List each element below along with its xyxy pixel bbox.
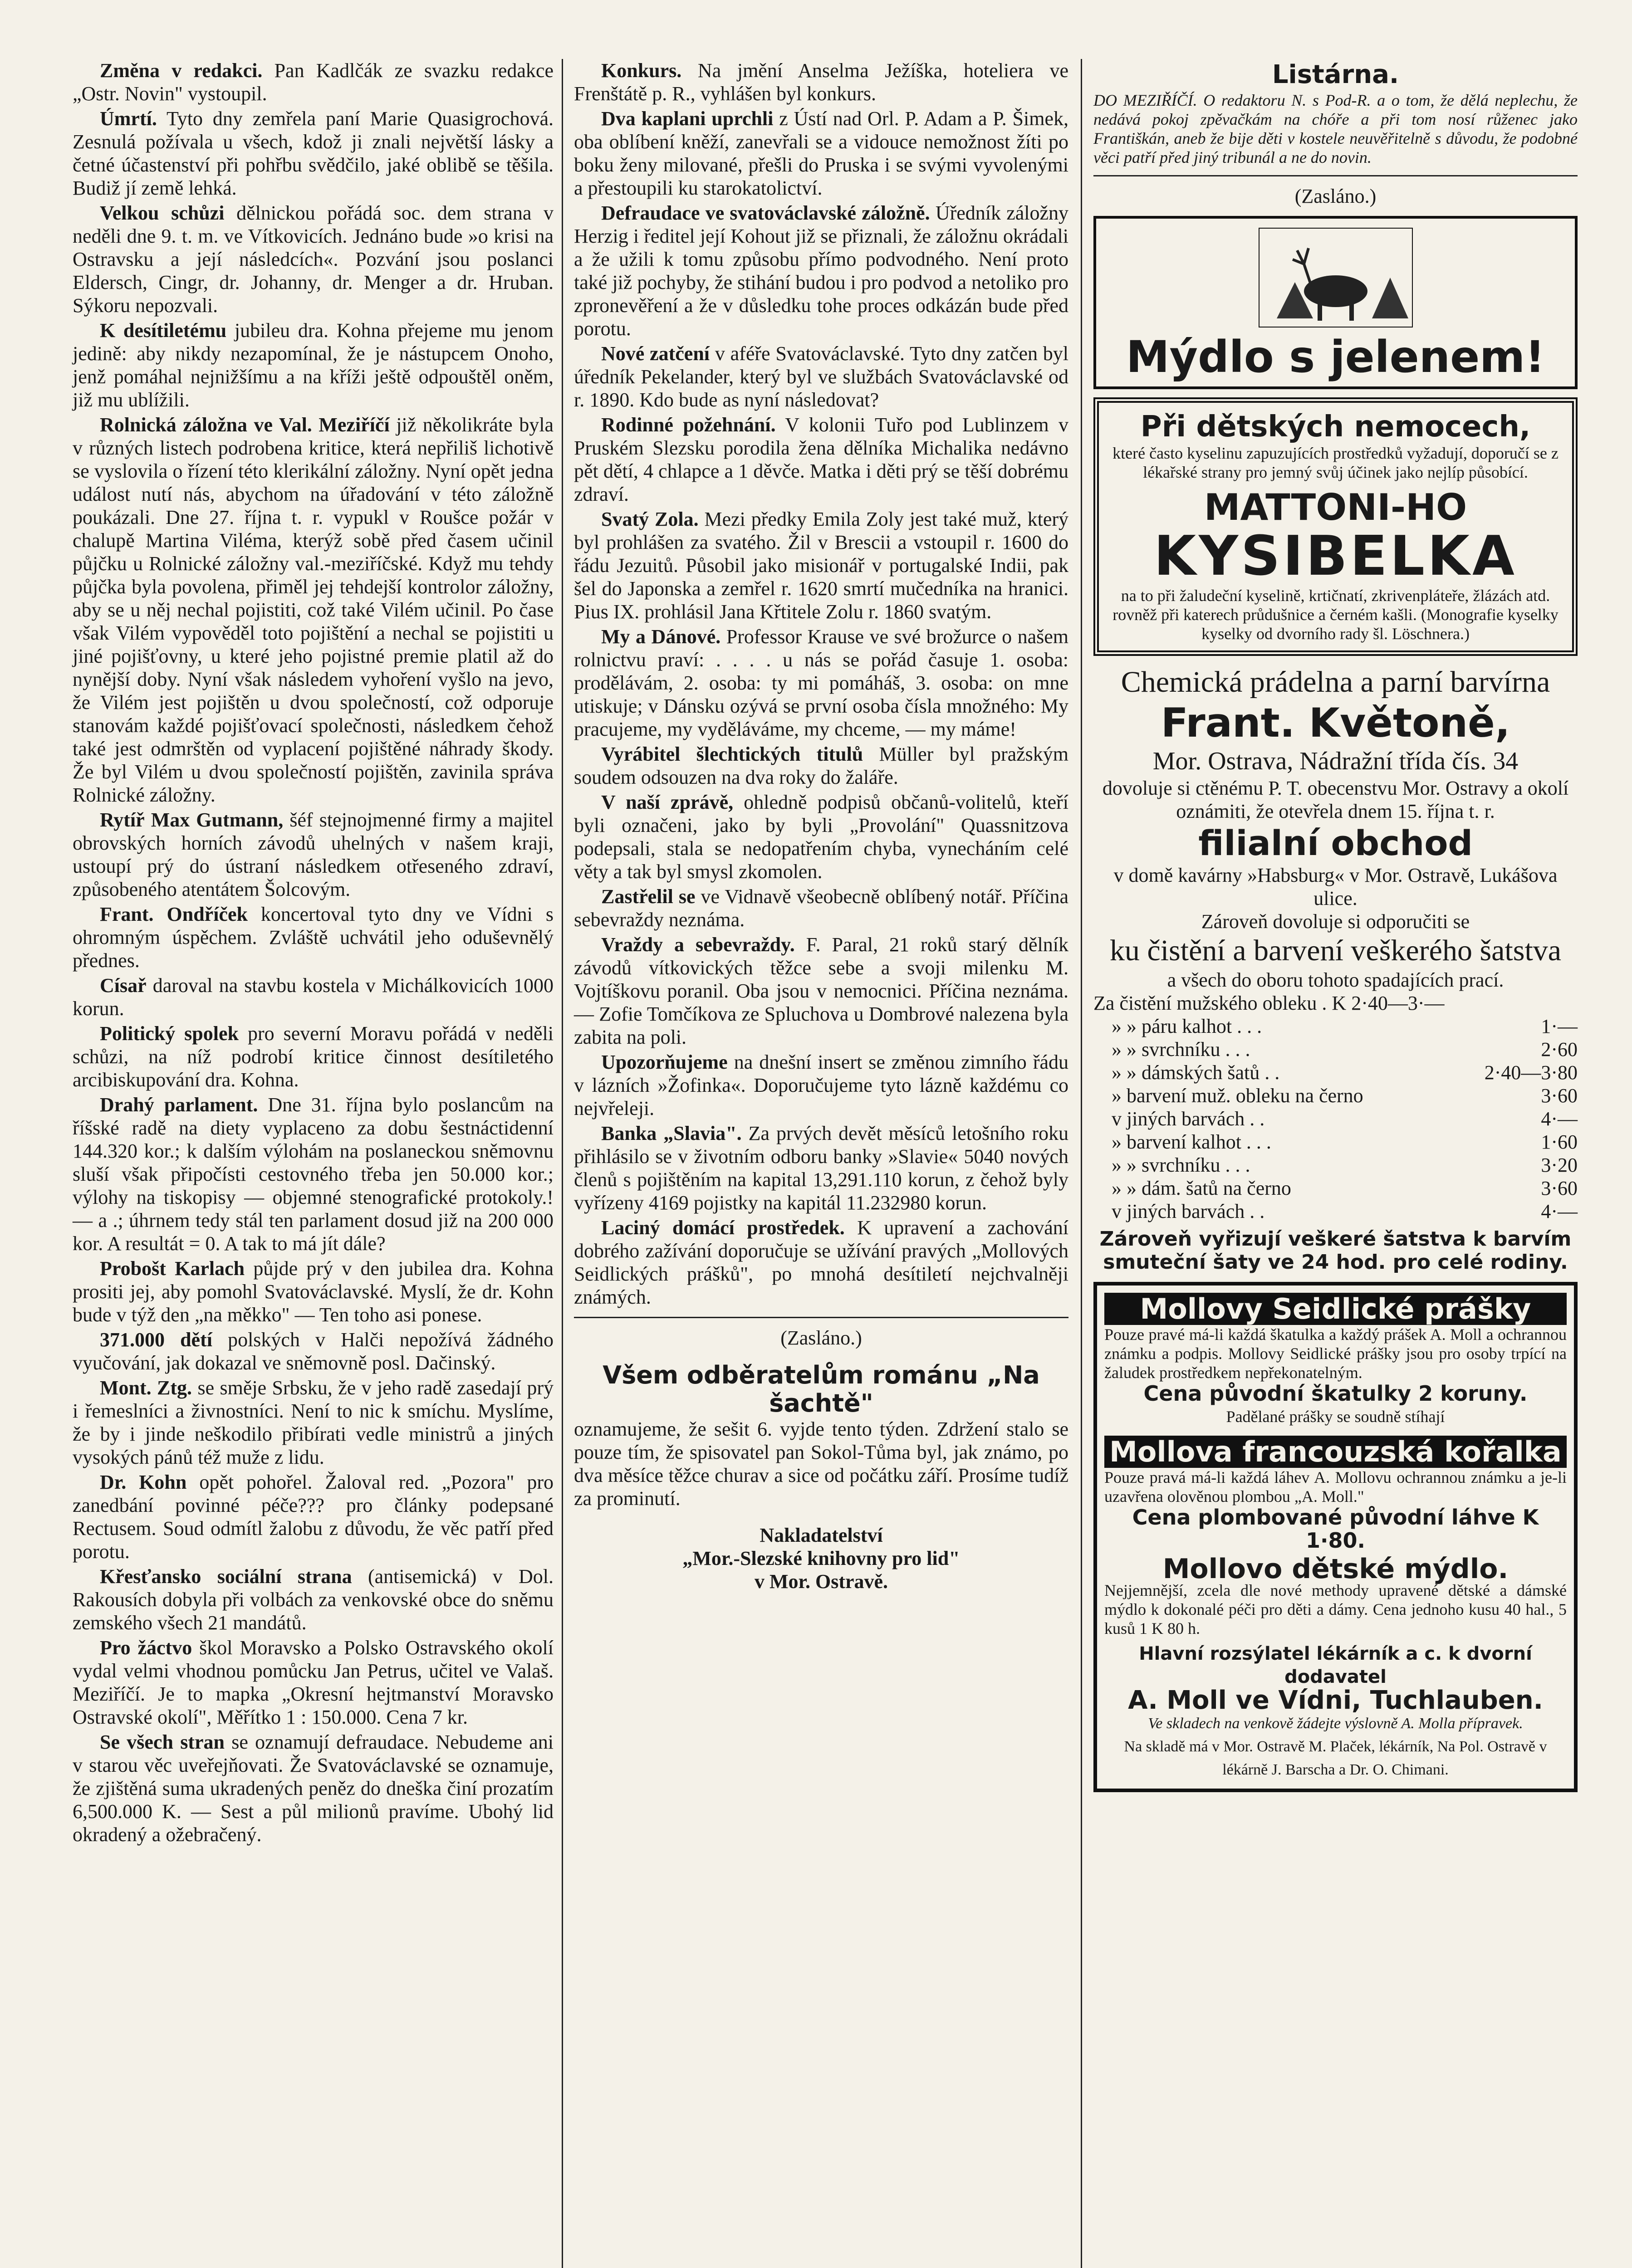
news-headline: 371.000 dětí [100,1329,212,1351]
soap-ad [1093,216,1578,389]
price-label: » » dámských šatů . . [1112,1061,1280,1084]
news-headline: Konkurs. [601,59,682,82]
news-item [574,59,1068,105]
kysibelka-head: Při dětských nemocech, [1140,410,1531,444]
price-label: v jiných barvách . . [1112,1200,1265,1222]
news-body: se směje Srbsku, že v jeho radě zasedají prý i řemeslníci a živnostníci. Není to nic k smíchu. Myslíme, že by i jinde neškodilo přibírati vedle ministrů a jiných vysokých pánů též muže z lidu. [73,1377,554,1468]
dye-prices-head: Za čistění mužského obleku . K 2·40—3·— [1093,992,1445,1014]
news-body: na dnešní insert se změnou zimního řádu v lázních »Žofinka«. Doporučujeme tyto lázně každému co nejvřeleji. [574,1051,1069,1119]
kysibelka-text2: na to při žaludeční kyselině, krtičnatí, zkrivenpláteře, žlázách atd. rovněž při katerech průdušnice a černém kašli. (Monografie kyselky kyselky od dvorního rady šl. Löschnera.) [1113,587,1558,643]
divider [574,1317,1068,1318]
news-body: opět pohořel. Žaloval red. „Pozora" pro zanedbání povinné péče??? pro články podepsané Rectusem. Soud odmítl žalobu z důvodu, že věc patří před porotu. [73,1471,554,1563]
kysibelka-brand: MATTONI-HO [1204,486,1467,528]
price-label: » barvení kalhot . . . [1112,1131,1271,1153]
news-headline: Politický spolek [100,1022,239,1045]
news-column-left [73,59,554,1848]
price-label: v jiných barvách . . [1112,1108,1265,1130]
news-headline: Vraždy a sebevraždy. [601,934,795,956]
news-headline: Vyrábitel šlechtických titulů [601,743,863,765]
news-item [73,1093,554,1255]
news-body: Za prvých devět měsíců letošního roku přihlásilo se v životním odboru banky »Slavie« 5040 nových členů s pojištěním na kapital 13,291.110 korun, z čehož byly vyřízeny 4169 pojistky na kapitál 11.232980 korun. [574,1122,1069,1214]
zaslano-label: (Zasláno.) [780,1327,862,1349]
publisher-city: v Mor. Ostravě. [754,1570,888,1593]
news-item [73,1730,554,1846]
price-row [1093,1061,1578,1084]
moll3-text: Nejjemnější, zcela dle nové methody upravené dětské a dámské mýdlo k dokonalé péči pro děti a dámy. Cena jednoho kusu 40 hal., 5 kusů 1 K 80 h. [1104,1581,1567,1637]
dye-service: ku čistění a barvení veškerého šatstva [1109,934,1562,967]
news-headline: Pro žáctvo [100,1637,192,1659]
moll-note: Ve skladech na venkově žádejte výslovně A. Molla přípravek. [1148,1715,1523,1732]
dye-text: v domě kavárny »Habsburg« v Mor. Ostravě, Lukášova ulice. [1113,864,1558,909]
news-body: jubileu dra. Kohna přejeme mu jenom jedině: aby nikdy nezapomínal, že je nástupcem Onoho, jenž pomáhal nejnižšímu a na kříži ještě odpouštěl oněm, již mu ublížili. [73,319,554,411]
deer-icon [1259,228,1413,327]
news-body: Dne 31. října bylo poslancům na říšské radě na diety vyplaceno za dobu šestnáctidenní 144.320 kor.; k dalším výlohám na poslaneckou sněmovnu sluší však připočísti cestovného třeba jen 50.000 kor.; výlohy na tiskopisy — objemné stenografické protokoly.! — a .; úhrnem tedy stál ten parlament dosud již na 200 000 kor. A resultát = 0. A tak to má jít dále? [73,1094,554,1255]
news-item [574,933,1068,1049]
news-headline: Dva kaplani uprchli [601,108,774,130]
news-headline: Drahý parlament. [100,1094,258,1116]
divider [1093,175,1578,176]
moll-ad [1093,1282,1578,1792]
moll2-text: Pouze pravá má-li každá láhev A. Mollovu ochrannou známku a je-li uzavřena olověnou plombou „A. Moll." [1104,1468,1567,1505]
price-value: 3·60 [1541,1177,1578,1199]
news-item [574,508,1068,623]
moll2-price: Cena plombované původní láhve K 1·80. [1132,1505,1539,1553]
price-row [1093,1107,1578,1130]
news-body: šéf stejnojmenné firmy a majitel obrovských horních závodů uhelných v našem kraji, ustoupí prý do ústraní následkem otřeseného zdraví, způsobeného atentátem Šolcovým. [73,809,554,900]
moll-store: Na skladě má v Mor. Ostravě M. Plaček, lékárník, Na Pol. Ostravě v lékárně J. Barscha a Dr. O. Chimani. [1124,1738,1547,1778]
news-item [73,1376,554,1469]
news-item [73,59,554,105]
kysibelka-logo: KYSIBELKA [1154,525,1517,588]
price-value: 3·20 [1541,1154,1578,1176]
news-item [73,1257,554,1326]
news-item [73,413,554,807]
news-headline: Zastřelil se [601,885,696,908]
moll3-title: Mollovo dětské mýdlo. [1162,1553,1509,1585]
listarna-text: DO MEZIŘÍČÍ. O redaktoru N. s Pod-R. a o tom, že dělá neplechu, že nedává pokoj zpěvačkám na chóře a při tom nosí růženec jako Františkán, aneb že bije děti v kostele neuvěřitelně s důvodu, že podobné věci patří před jiný tribunál a ne do novin. [1093,91,1578,166]
soap-title: Mýdlo s jelenem! [1126,332,1545,382]
dye-text: Zároveň dovoluje si odporučiti se [1201,910,1470,933]
price-value: 4·— [1541,1200,1578,1222]
news-item [73,1471,554,1563]
news-item [73,903,554,972]
news-headline: Svatý Zola. [601,508,699,530]
price-row [1093,1200,1578,1223]
news-body: Tyto dny zemřela paní Marie Quasigrochová. Zesnulá požívala u všech, kdož ji znali největší lásky a četné účastenství při pohřbu svědčilo, jaké oblibě se těšila. Budiž jí země lehká. [73,108,554,199]
dye-address: Mor. Ostrava, Nádražní třída čís. 34 [1152,747,1519,775]
news-body: V kolonii Tuřo pod Lublinzem v Pruském Slezsku porodila žena dělníka Michalika nedávno pět dětí, 4 chlapce a 1 děvče. Matka i děti prý se těší dobrému zdraví. [574,414,1069,505]
news-headline: Rytíř Max Gutmann, [100,809,284,831]
price-value: 2·40—3·80 [1484,1061,1578,1084]
ads-column [1093,59,1578,1800]
price-row [1093,1130,1578,1154]
column-divider [562,59,563,2268]
price-label: » » dám. šatů na černo [1112,1177,1291,1199]
news-headline: Probošt Karlach [100,1257,245,1280]
news-body: polských v Halči nepožívá žádného vyučování, jak dokazal ve sněmovně posl. Dačinský. [73,1329,554,1374]
news-body: v aféře Svatováclavské. Tyto dny zatčen byl úředník Pekelander, který byl ve službách Svatováclavské od r. 1890. Kdo bude as nyní následovat? [574,342,1068,411]
news-headline: Mont. Ztg. [100,1377,192,1399]
news-body: se oznamují defraudace. Nebudeme ani v starou věc uveřejňovati. Že Svatováclavské se oznamuje, že zjištěná suma ukradených peněz do dneška činí prozatím 6,500.000 K. — Sest a půl milionů pravíme. Ubohý lid okradený a ožebračený. [73,1731,554,1846]
dye-footer: Zároveň vyřizují veškeré šatstva k barvím smuteční šaty ve 24 hod. pro celé rodiny. [1099,1227,1572,1274]
news-headline: Křesťansko sociální strana [100,1565,352,1588]
price-label: » » páru kalhot . . . [1112,1015,1262,1037]
news-body: Na jmění Anselma Ježíška, hoteliera ve Frenštátě p. R., vyhlášen byl konkurs. [574,59,1068,105]
news-item [73,319,554,411]
news-item [574,1216,1068,1309]
price-value: 2·60 [1541,1038,1578,1061]
zaslano-label: (Zasláno.) [1294,185,1377,207]
news-body: již několikráte byla v různých listech podrobena kritice, která nepřiliš lichotivě se vyslovila o řízení této klerikální záložny. Nyní opět jedna událost nutí nás, abychom na úřadování v této záložně poukázali. Dne 27. října t. r. vypukl v Roušce požár v chalupě Martina Viléma, kterýž sobě před časem učinil půjčku u Rolnické záložny val.-meziříčské. Když mu tehdy půjčka byla povolena, přiměl jej tehdejší kontrolor záložny, aby se u něj nechal pojistiti, což také Vilém učinil. Po čase však Vilém vypověděl toto pojištění a nechal se pojistiti u jiné pojišťovny, u které jeho pojistné premie platil až do nynější doby. Nyní však následem vyhoření vyšlo na jevo, že Vilém jest pojištěn u dvou společností, což odporuje stanovám každé pojišťovací společnosti, následkem čehož také jest odmrštěn od vyplacení pojištěné náhrady škody. Že byl Vilém u dvou společností pojištěn, zavinila správa Rolnické záložny. [73,414,554,806]
price-value: 3·60 [1541,1085,1578,1107]
publisher-line: Nakladatelství [760,1524,883,1546]
news-headline: Defraudace ve svatováclavské záložně. [601,202,930,224]
news-item [574,885,1068,931]
price-row [1093,1084,1578,1107]
news-item [73,201,554,317]
news-item [574,107,1068,200]
news-headline: Velkou schůzi [100,202,225,224]
price-row [1093,1177,1578,1200]
price-row [1093,1154,1578,1177]
moll-depot: Hlavní rozsýlatel lékárník a c. k dvorní dodavatel [1139,1643,1532,1687]
news-headline: Změna v redakci. [100,59,263,82]
dye-owner: Frant. Květoně, [1161,699,1510,746]
moll1-warning: Padělané prášky se soudně stíhají [1226,1408,1445,1426]
news-headline: Upozorňujeme [601,1051,728,1073]
news-headline: Dr. Kohn [100,1471,187,1493]
news-item [574,201,1068,340]
news-headline: Úmrtí. [100,108,157,130]
dye-text: a všech do oboru tohoto spadajících prací. [1167,969,1504,991]
price-row [1093,1038,1578,1061]
news-item [73,974,554,1020]
dye-shop-ad [1093,664,1578,1274]
news-item [574,342,1068,411]
news-headline: Rolnická záložna ve Val. Meziříčí [100,414,390,436]
news-headline: My a Dánové. [601,626,721,648]
news-body: K upravení a zachování dobrého zažívání doporučuje se užívání pravých „Mollových Seidlických prášků", po mnohá desítiletí nejchvalněji známých. [574,1217,1068,1308]
novel-notice [574,1361,1068,1593]
kysibelka-ad [1093,397,1578,656]
price-label: » » svrchníku . . . [1112,1038,1250,1061]
moll1-title: Mollovy Seidlické prášky [1104,1293,1567,1325]
news-item [73,808,554,901]
news-body: ohledně podpisů občanů-volitelů, kteří byli označeni, jako by byli „Provolání" Quassnitzova podepsali, stala se nedopatřením chyba, vynecháním celé věty a tak byl smysl zkomolen. [574,791,1069,883]
notice-text: oznamujeme, že sešit 6. vyjde tento týden. Zdržení stalo se pouze tím, že spisovatel pan Sokol-Tůma byl, jak známo, po dva měsíce těžce churav a sice od počátku září. Prosíme tudíž za prominutí. [574,1418,1068,1510]
column-divider [1081,59,1082,2268]
news-body: půjde prý v den jubilea dra. Kohna prositi jej, aby pomohl Svatováclavské. Myslí, že dr. Kohn bude v týž den „na měkko" — Ten toho asi ponese. [73,1257,554,1326]
news-body: Mezi předky Emila Zoly jest také muž, který byl prohlášen za svatého. Žil v Brescii a vstoupil r. 1600 do řádu Jezuitů. Působil jako misionář v portugalské Indii, pak šel do Japonska a zemřel r. 1620 smrtí mučedníka na hranici. Pius IX. prohlásil Jana Křtitele Zolu r. 1860 svatým. [574,508,1068,623]
newspaper-page [54,59,1578,2268]
news-body: z Ústí nad Orl. P. Adam a P. Šimek, oba oblíbení kněží, zanevřali se a vidouce nemožnost žíti po boku ženy milované, přešli do Pruska i se svými vyvolenými a přestoupili ku starokatolictví. [574,108,1069,199]
news-headline: Frant. Ondříček [100,903,248,925]
price-label: » » svrchníku . . . [1112,1154,1250,1176]
news-body: (antisemická) v Dol. Rakousích dobyla při volbách za venkovské obce do sněmu zemského všech 21 mandátů. [73,1565,554,1634]
news-body: Professor Krause ve své brožurce o našem rolnictvu praví: . . . . u nás se pořád časuje 1. osoba: prodělávám, 2. osoba: ty mi pomáháš, 3. osoba: on mne utiskuje; v Dánsku ozývá se první osoba čísla množného: My pracujeme, my vyděláváme, my chceme, — my máme! [574,626,1069,740]
news-headline: Císař [100,974,147,997]
notice-title: Všem odběratelům románu „Na šachtě" [603,1361,1040,1418]
news-headline: Se všech stran [100,1731,225,1753]
news-body: škol Moravsko a Polsko Ostravského okolí vydal velmi vhodnou pomůcku Jan Petrus, učitel ve Valaš. Meziříčí. Je to mapka „Okresní hejtmanství Moravsko Ostravské okolí", Měřítko 1 : 150.000. Cena 7 kr. [73,1637,554,1728]
news-body: dělnickou pořádá soc. dem strana v neděli dne 9. t. m. ve Vítkovicích. Jednáno bude »o krisi na Ostravsku a její následcích«. Pozvání jsou poslanci Eldersch, Cingr, dr. Johanny, dr. Menger a dr. Hruban. Sýkoru nepozvali. [73,202,554,317]
kysibelka-text: které často kyselinu zapuzujících prostředků vyžadují, doporučí se z lékařské strany pro jemný svůj účinek jako nejlíp působící. [1113,444,1558,481]
price-label: » barvení muž. obleku na černo [1112,1085,1363,1107]
price-value: 1·— [1541,1015,1578,1037]
dye-line1: Chemická prádelna a parní barvírna [1121,665,1550,699]
news-headline: V naší zprávě, [601,791,734,813]
price-row [1093,1015,1578,1038]
price-value: 4·— [1541,1108,1578,1130]
news-body: Müller byl pražským soudem odsouzen na dva roky do žaláře. [574,743,1069,788]
news-item [574,1122,1068,1214]
news-body: Pan Kadlčák ze svazku redakce „Ostr. Novin" vystoupil. [73,59,554,105]
news-item [73,1565,554,1634]
dye-text: dovoluje si ctěnému P. T. obecenstvu Mor. Ostravy a okolí oznámiti, že otevřela dnem 15. října t. r. [1102,777,1569,822]
news-item [73,1328,554,1374]
dye-filial: filialní obchod [1198,823,1473,863]
news-item [574,743,1068,789]
news-item [73,107,554,200]
news-body: ve Vidnavě všeobecně oblíbený notář. Příčina sebevraždy neznáma. [574,885,1069,931]
moll2-title: Mollova francouzská kořalka [1104,1436,1567,1468]
news-body: F. Paral, 21 roků starý dělník závodů vítkovických těžce sebe a svoji milenku M. Vojtíškovu poranil. Oba jsou v nemocnici. Příčina neznáma. — Zofie Tomčíkova ze Spluchova u Dombrové nalezena byla zabita na poli. [574,934,1069,1048]
price-list [1093,1015,1578,1223]
news-body: daroval na stavbu kostela v Michálkovicích 1000 korun. [73,974,554,1020]
moll-name: A. Moll ve Vídni, Tuchlauben. [1128,1686,1543,1715]
news-body: Úředník záložny Herzig i ředitel její Kohout již se přiznali, že záložnu okrádali a že užili k tomu způsobu přímo podvodného. Není proto také již pochyby, že stihání budou i pro podvod a netoliko pro zpronevěření a že v důsledku tohe proces odkázán bude před porotu. [574,202,1069,340]
news-headline: Nové zatčení [601,342,710,365]
news-headline: Banka „Slavia". [601,1122,742,1144]
news-item [574,413,1068,506]
news-body: pro severní Moravu pořádá v neděli schůzi, na níž podrobí kritice činnost desítiletého arcibiskupování dra. Kohna. [73,1022,554,1091]
news-item [574,625,1068,741]
news-column-middle [574,59,1068,1605]
news-item [574,791,1068,883]
moll1-price: Cena původní škatulky 2 koruny. [1143,1381,1528,1406]
news-body: koncertoval tyto dny ve Vídni s ohromným úspěchem. Zvláště uchvátil jeho oduševnělý přednes. [73,903,554,972]
news-headline: K desítiletému [100,319,227,342]
news-item [574,1051,1068,1120]
news-headline: Laciný domácí prostředek. [601,1217,845,1239]
news-item [73,1636,554,1729]
listarna-title: Listárna. [1272,60,1399,89]
moll1-text: Pouze pravé má-li každá škatulka a každý prášek A. Moll a ochrannou známku a podpis. Mollovy Seidlické prášky jsou pro osoby trpící na žaludek prostředkem nepřekonatelným. [1104,1325,1567,1382]
news-headline: Rodinné požehnání. [601,414,776,436]
news-item [73,1022,554,1091]
publisher-name: „Mor.-Slezské knihovny pro lid" [682,1547,960,1569]
price-value: 1·60 [1541,1131,1578,1153]
